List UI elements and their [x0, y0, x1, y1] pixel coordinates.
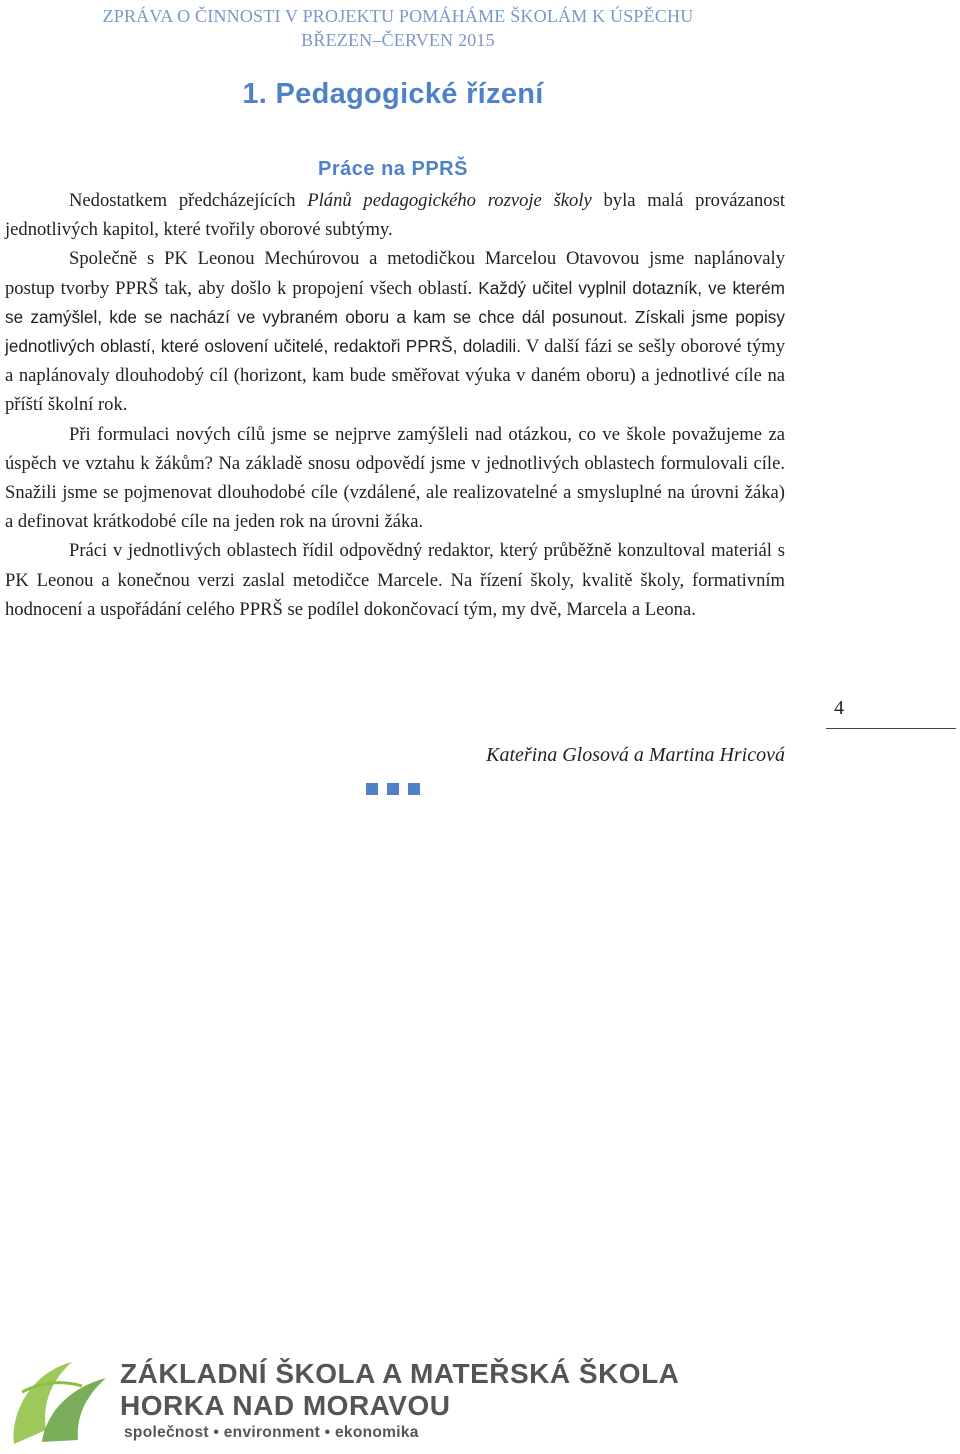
page-number-rule [826, 728, 956, 729]
page-header [0, 4, 796, 52]
header-line-2: BŘEZEN–ČERVEN 2015 [301, 30, 495, 50]
paragraph-2-text-c: V další fázi se sešly oborové týmy a naplánovaly dlouhodobý cíl (horizont, kam bude směřovat výuka v daném oboru) a jednotlivé cíle na příští školní rok. [5, 336, 785, 416]
logo-school-name-2: HORKA NAD MORAVOU [120, 1390, 451, 1421]
school-logo-icon [2, 1352, 114, 1448]
body-text [5, 186, 785, 624]
paragraph-1-title-italic: Plánů pedagogického rozvoje školy [307, 190, 592, 211]
header-line-1: ZPRÁVA O ČINNOSTI V PROJEKTU POMÁHÁME ŠKOLÁM K ÚSPĚCHU [102, 6, 694, 26]
marker-square [366, 783, 378, 795]
section-title: Práce na PPRŠ [318, 158, 468, 180]
paragraph-1-text-a: Nedostatkem předcházejících [69, 190, 308, 211]
marker-square [387, 783, 399, 795]
paragraph-3: Při formulaci nových cílů jsme se nejprve zamýšleli nad otázkou, co ve škole považujeme za úspěch ve vztahu k žákům? Na základě snosu odpovědí jsme v jednotlivých oblastech formulovali cíle. Snažili jsme se pojmenovat dlouhodobé cíle (vzdálené, ale realizovatelné a smysluplné na úrovni žáka) a definovat krátkodobé cíle na jeden rok na úrovni žáka. [5, 423, 785, 533]
paragraph-2-text-a: Společně s PK Leonou Mechúrovou a metodičkou Marcelou Otavovou jsme naplánovaly postup tvorby PPRŠ tak, aby došlo k propojení všech oblastí. [5, 248, 785, 299]
paragraph-1-text-c: byla malá provázanost jednotlivých kapitol, které tvořily oborové subtýmy. [5, 190, 785, 241]
paragraph-2-text-b: Každý učitel vyplnil dotazník, ve kterém se zamýšlel, kde se nachází ve vybraném oboru a kam se chce dál posunout. Získali jsme popisy jednotlivých oblastí, které oslovení učitelé, redaktoři PPRŠ, doladili. [5, 277, 785, 357]
paragraph-4: Práci v jednotlivých oblastech řídil odpovědný redaktor, který průběžně konzultoval materiál s PK Leonou a konečnou verzi zaslal metodičce Marcele. Na řízení školy, kvalitě školy, formativním hodnocení a uspořádání celého PPRŠ se podílel dokončovací tým, my dvě, Marcela a Leona. [5, 540, 785, 620]
logo-school-name-1: ZÁKLADNÍ ŠKOLA A MATEŘSKÁ ŠKOLA [120, 1358, 680, 1389]
school-logo [0, 1346, 700, 1446]
paragraph-1 [5, 186, 785, 244]
section-end-marker [366, 782, 429, 794]
chapter-title: 1. Pedagogické řízení [242, 78, 544, 110]
logo-tagline: společnost • environment • ekonomika [124, 1424, 419, 1441]
page-number: 4 [834, 697, 844, 719]
paragraph-2 [5, 244, 785, 419]
signature: Kateřina Glosová a Martina Hricová [486, 744, 785, 766]
marker-square [408, 783, 420, 795]
